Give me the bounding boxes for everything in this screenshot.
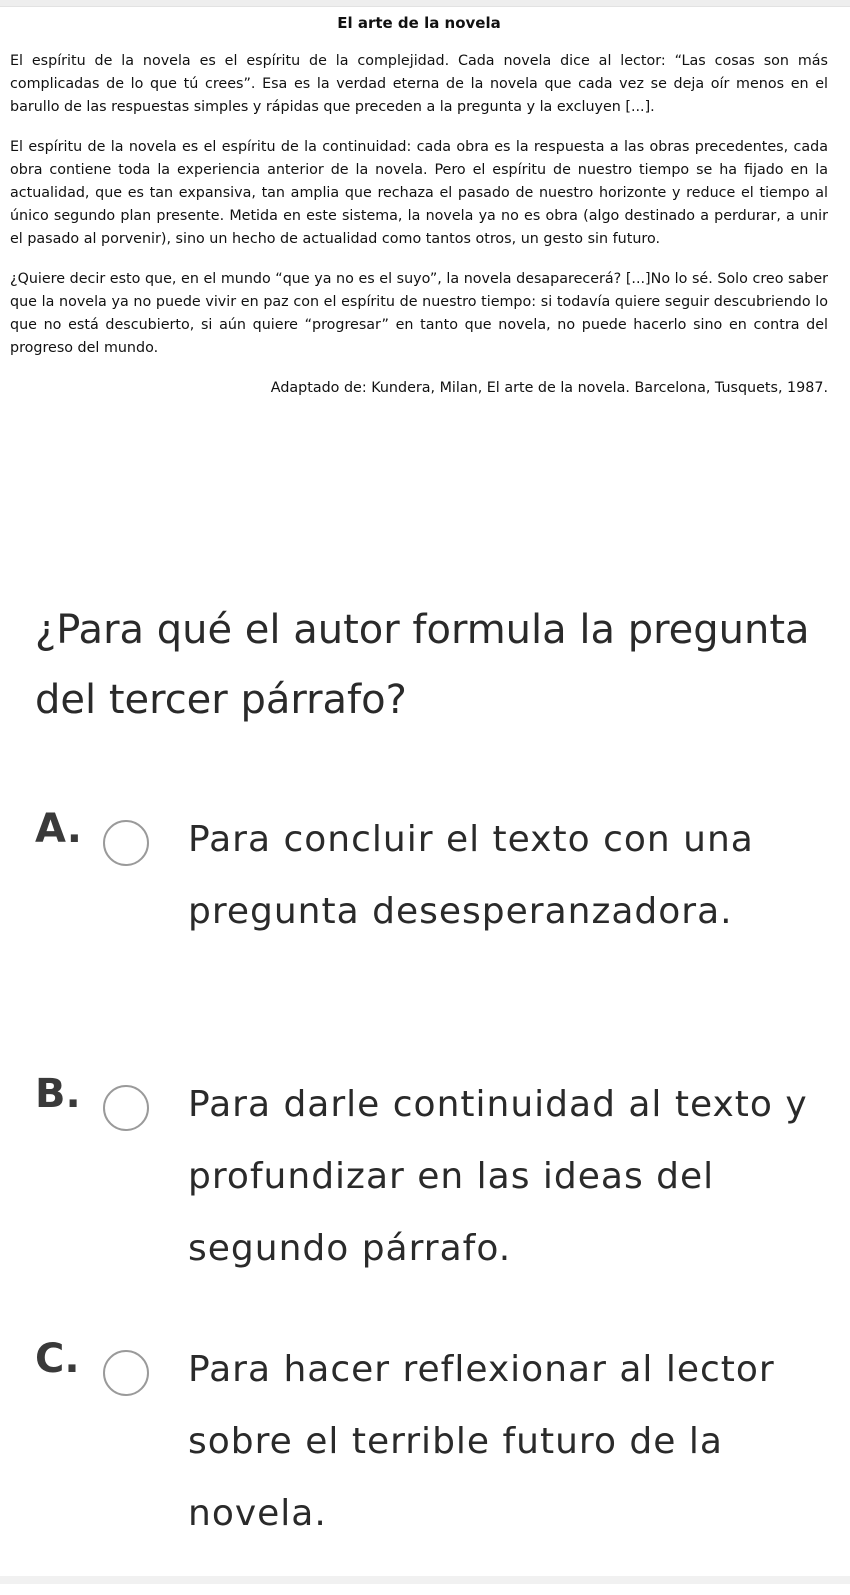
bottom-divider bbox=[0, 1576, 850, 1584]
passage-paragraph-2: El espíritu de la novela es el espíritu de la continuidad: cada obra es la respuesta a las obras precedentes, cada obra contiene toda la experiencia anterior de la novela. Pero el espíritu de nuestro tiempo se ha fijado en la actualidad, que es tan expansiva, tan amplia que rechaza el pasado de nuestro horizonte y reduce el tiempo al único segundo plan presente. Metida en este sistema, la novela ya no es obra (algo destinado a perdurar, a unir el pasado al porvenir), sino un hecho de actualidad como tantos otros, un gesto sin futuro. bbox=[10, 139, 828, 247]
option-a-text[interactable]: Para concluir el texto con una pregunta desesperanzadora. bbox=[188, 819, 754, 932]
option-a-letter: A. bbox=[35, 806, 82, 852]
option-c[interactable] bbox=[0, 1330, 850, 1595]
passage-source: Adaptado de: Kundera, Milan, El arte de la novela. Barcelona, Tusquets, 1987. bbox=[270, 380, 828, 396]
option-b-text[interactable]: Para darle continuidad al texto y profundizar en las ideas del segundo párrafo. bbox=[188, 1084, 808, 1269]
option-c-radio[interactable] bbox=[103, 1350, 149, 1396]
passage-paragraph-1: El espíritu de la novela es el espíritu de la complejidad. Cada novela dice al lector: “Las cosas son más complicadas de lo que tú crees”. Esa es la verdad eterna de la novela que cada vez se deja oír menos en el barullo de las respuestas simples y rápidas que preceden a la pregunta y la excluyen [...]. bbox=[10, 53, 828, 115]
option-c-text[interactable]: Para hacer reflexionar al lector sobre el terrible futuro de la novela. bbox=[188, 1349, 775, 1534]
option-b-letter: B. bbox=[35, 1071, 81, 1117]
reading-passage bbox=[10, 8, 828, 400]
question-text: ¿Para qué el autor formula la pregunta del tercer párrafo? bbox=[35, 607, 810, 723]
option-b-radio[interactable] bbox=[103, 1085, 149, 1131]
answer-options bbox=[0, 800, 850, 1595]
option-a-radio[interactable] bbox=[103, 820, 149, 866]
top-divider bbox=[0, 0, 850, 7]
passage-paragraph-3: ¿Quiere decir esto que, en el mundo “que ya no es el suyo”, la novela desaparecerá? [...]No lo sé. Solo creo saber que la novela ya no puede vivir en paz con el espíritu de nuestro tiempo: si todavía quiere seguir descubriendo lo que no está descubierto, si aún quiere “progresar” en tanto que novela, no puede hacerlo sino en contra del progreso del mundo. bbox=[10, 271, 828, 356]
option-b[interactable] bbox=[0, 1065, 850, 1330]
option-c-letter: C. bbox=[35, 1336, 80, 1382]
option-a[interactable] bbox=[0, 800, 850, 1065]
passage-title: El arte de la novela bbox=[337, 14, 501, 32]
